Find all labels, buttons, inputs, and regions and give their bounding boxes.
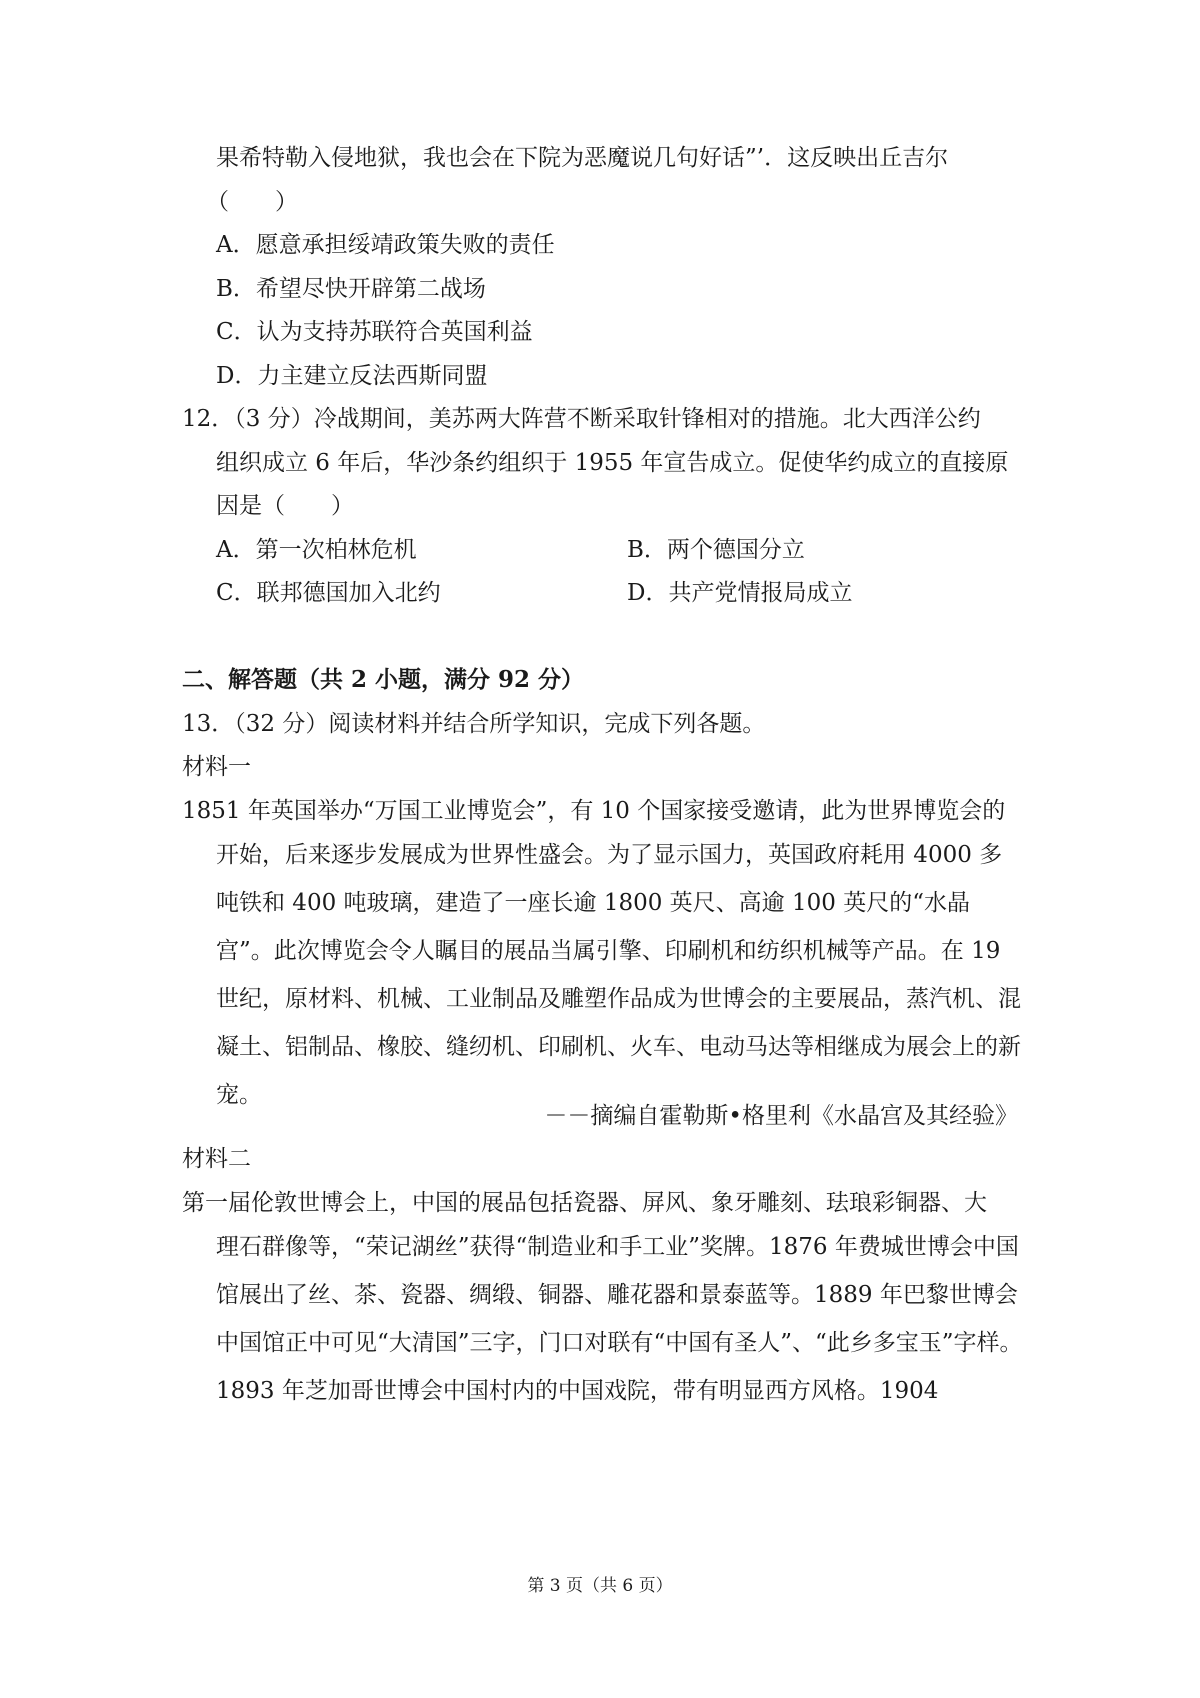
q12-option-a: A．第一次柏林危机	[216, 537, 417, 563]
q12-option-c: C．联邦德国加入北约	[216, 580, 441, 606]
q11-option-d: D．力主建立反法西斯同盟	[216, 363, 488, 389]
q12-stem-line2: 组织成立 6 年后，华沙条约组织于 1955 年宣告成立。促使华约成立的直接原	[216, 450, 1009, 476]
q11-option-a: A．愿意承担绥靖政策失败的责任	[216, 232, 555, 258]
q11-answer-blank: （ ）	[206, 189, 298, 215]
q11-option-c: C．认为支持苏联符合英国利益	[216, 319, 533, 345]
material-2-label: 材料二	[182, 1146, 251, 1172]
material-1-label: 材料一	[182, 754, 251, 780]
q11-option-b: B．希望尽快开辟第二战场	[216, 276, 486, 302]
material-2-first-line: 第一届伦敦世博会上，中国的展品包括瓷器、屏风、象牙雕刻、珐琅彩铜器、大	[182, 1190, 987, 1216]
material-2-body: 理石群像等，“荣记湖丝”获得“制造业和手工业”奖牌。1876 年费城世博会中国馆展出了丝、茶、瓷器、绸缎、铜器、雕花器和景泰蓝等。1889 年巴黎世博会中国馆正中可见“大清国”三字，门口对联有“中国有圣人”、“此乡多宝玉”字样。1893 年芝加哥世博会中国村内的中国戏院，带有明显西方风格。1904	[216, 1234, 1023, 1404]
page-footer: 第 3 页（共 6 页）	[527, 1576, 673, 1596]
q13-stem: 13．（32 分）阅读材料并结合所学知识，完成下列各题。	[182, 711, 766, 737]
material-1-first-line: 1851 年英国举办“万国工业博览会”，有 10 个国家接受邀请，此为世界博览会的	[182, 798, 1006, 824]
section-heading: 二、解答题（共 2 小题，满分 92 分）	[182, 666, 585, 693]
q12-stem-line3: 因是（ ）	[216, 493, 354, 519]
material-1-body: 开始，后来逐步发展成为世界性盛会。为了显示国力，英国政府耗用 4000 多吨铁和 400 吨玻璃，建造了一座长逾 1800 英尺、高逾 100 英尺的“水晶宫”。此次博览会令人瞩目的展品当属引擎、印刷机和纺织机械等产品。在 19 世纪，原材料、机械、工业制品及雕塑作品成为世博会的主要展品，蒸汽机、混凝土、铝制品、橡胶、缝纫机、印刷机、火车、电动马达等相继成为展会上的新宠。	[216, 842, 1021, 1108]
q12-option-b: B．两个德国分立	[627, 537, 805, 563]
q12-option-d: D．共产党情报局成立	[627, 580, 853, 606]
q12-stem-line1: 12．（3 分）冷战期间，美苏两大阵营不断采取针锋相对的措施。北大西洋公约	[182, 406, 981, 432]
material-1-source: －－摘编自霍勒斯•格里利《水晶宫及其经验》	[544, 1103, 1018, 1129]
q11-stem-continuation: 果希特勒入侵地狱，我也会在下院为恶魔说几句好话”’．这反映出丘吉尔	[216, 145, 949, 171]
